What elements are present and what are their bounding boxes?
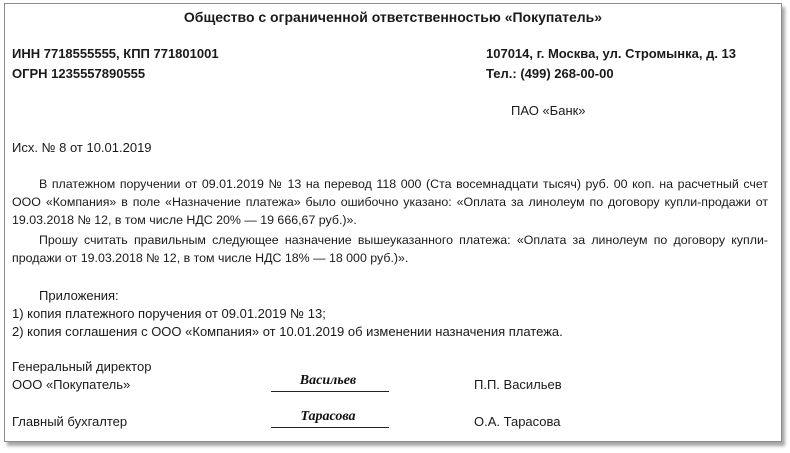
director-signature: Васильев [299, 373, 357, 388]
accountant-title: Главный бухгалтер [12, 414, 128, 429]
company-title: Общество с ограниченной ответственностью «Покупатель» [183, 9, 603, 25]
attachment-item-2: 2) копия соглашения с ООО «Компания» от 10.01.2019 об изменении назначения платежа. [12, 324, 563, 339]
attachments-heading: Приложения: [39, 288, 119, 303]
director-company: ООО «Покупатель» [12, 377, 131, 392]
letter-paragraph-2-text: Прошу считать правильным следующее назначение вышеуказанного платежа: «Оплата за линолеум по договору купли-продажи от 19.03.2018 № 12, в том числе НДС 18% — 18 000 руб.)». [12, 233, 768, 265]
company-address: 107014, г. Москва, ул. Стромынка, д. 13 [486, 46, 737, 61]
accountant-signature: Тарасова [300, 409, 356, 424]
attachment-item-1: 1) копия платежного поручения от 09.01.2019 № 13; [12, 306, 326, 321]
director-name: П.П. Васильев [474, 377, 562, 392]
document-sheet [4, 3, 782, 442]
director-signature-line [271, 391, 389, 392]
company-phone: Тел.: (499) 268-00-00 [486, 66, 614, 81]
accountant-name: О.А. Тарасова [474, 414, 561, 429]
accountant-signature-line [271, 427, 389, 428]
letter-paragraph-1-text: В платежном поручении от 09.01.2019 № 13 на перевод 118 000 (Ста восемнадцати тысяч) руб. 00 коп. на расчетный счет ООО «Компания» в поле «Назначение платежа» было ошибочно указано: «Оплата за линолеум по договору купли-продажи от 19.03.2018 № 12, в том числе НДС 20% — 19 666,67 руб.)». [12, 177, 768, 227]
inn-kpp: ИНН 7718555555, КПП 771801001 [12, 46, 219, 61]
recipient: ПАО «Банк» [511, 103, 586, 118]
letter-paragraph-2 [12, 231, 768, 267]
letter-paragraph-1 [12, 175, 768, 229]
director-title: Генеральный директор [12, 359, 152, 374]
ogrn: ОГРН 1235557890555 [12, 66, 146, 81]
outgoing-reference: Исх. № 8 от 10.01.2019 [12, 140, 152, 155]
